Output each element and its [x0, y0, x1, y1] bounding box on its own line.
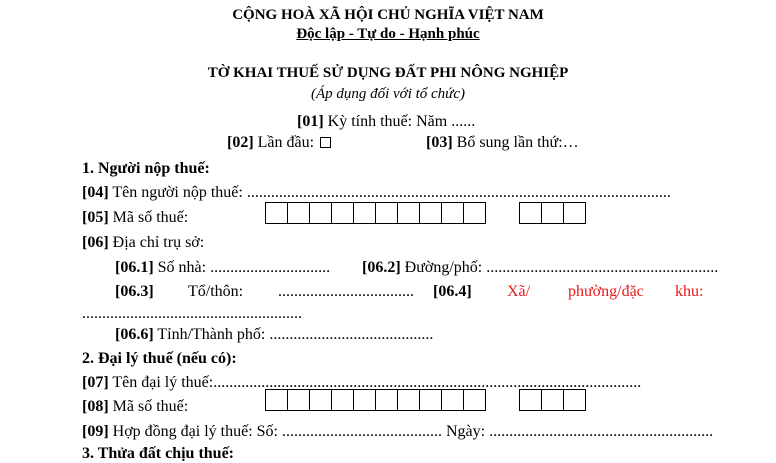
- field-06-3-label: Tổ/thôn:: [188, 283, 244, 300]
- field-06-3-input[interactable]: ..................................: [278, 283, 414, 300]
- tax-id-box[interactable]: [353, 389, 376, 411]
- field-04-code: [04]: [82, 184, 109, 201]
- field-07-label: Tên đại lý thuế:: [108, 374, 214, 391]
- field-01: [297, 112, 475, 131]
- agent-tax-id-boxes-main[interactable]: [265, 389, 485, 411]
- field-06: [82, 233, 204, 252]
- tax-id-box[interactable]: [463, 389, 486, 411]
- tax-id-box[interactable]: [441, 202, 464, 224]
- section3-heading: 3. Thửa đất chịu thuế:: [82, 445, 235, 462]
- tax-id-box[interactable]: [541, 389, 564, 411]
- field-06-1-code: [06.1]: [115, 259, 154, 276]
- field-05-code: [05]: [82, 209, 109, 226]
- tax-id-box[interactable]: [563, 202, 586, 224]
- motto: [0, 25, 776, 43]
- tax-id-box[interactable]: [287, 389, 310, 411]
- field-02-label: Lần đầu:: [253, 134, 315, 151]
- section2-heading: 2. Đại lý thuế (nếu có):: [82, 350, 237, 367]
- tax-id-box[interactable]: [265, 389, 288, 411]
- field-09-date-label: Ngày:: [442, 423, 490, 440]
- tax-id-box[interactable]: [331, 389, 354, 411]
- tax-id-box[interactable]: [519, 202, 542, 224]
- field-04: [82, 183, 671, 202]
- field-08: [82, 397, 188, 416]
- field-09-label: Hợp đồng đại lý thuế: Số:: [108, 423, 282, 440]
- field-06-2: [362, 258, 718, 277]
- motto-text: Độc lập - Tự do - Hạnh phúc: [296, 26, 480, 42]
- first-time-checkbox[interactable]: [320, 137, 331, 148]
- field-06-1: [115, 258, 330, 277]
- field-06-6-input[interactable]: .........................................: [269, 326, 434, 343]
- field-03: [426, 133, 579, 152]
- tax-id-box[interactable]: [309, 202, 332, 224]
- field-03-code: [03]: [426, 134, 453, 151]
- field-01-label: Kỳ tính thuế: Năm ......: [323, 113, 476, 130]
- field-06-2-input[interactable]: ..........................................................: [486, 259, 719, 276]
- field-06-code: [06]: [82, 234, 109, 251]
- country-title: CỘNG HOÀ XÃ HỘI CHỦ NGHĨA VIỆT NAM: [232, 7, 544, 23]
- field-05-label: Mã số thuế:: [108, 209, 189, 226]
- tax-id-box[interactable]: [397, 389, 420, 411]
- tax-id-box[interactable]: [375, 202, 398, 224]
- tax-id-boxes-main[interactable]: [265, 202, 485, 224]
- field-05: [82, 208, 188, 227]
- field-03-label: Bổ sung lần thứ:…: [452, 134, 579, 151]
- tax-id-boxes-branch[interactable]: [519, 202, 585, 224]
- tax-id-box[interactable]: [397, 202, 420, 224]
- tax-id-box[interactable]: [309, 389, 332, 411]
- field-02: [227, 133, 331, 152]
- field-06-6: [115, 325, 433, 344]
- agent-tax-id-boxes-branch[interactable]: [519, 389, 585, 411]
- tax-id-box[interactable]: [441, 389, 464, 411]
- field-06-4-word3: khu:: [675, 283, 704, 300]
- tax-id-box[interactable]: [563, 389, 586, 411]
- tax-id-box[interactable]: [375, 389, 398, 411]
- tax-id-box[interactable]: [331, 202, 354, 224]
- tax-id-box[interactable]: [419, 389, 442, 411]
- field-07-input[interactable]: ...........................................................................................................: [213, 374, 642, 391]
- tax-id-box[interactable]: [287, 202, 310, 224]
- field-09-date-input[interactable]: ........................................................: [489, 423, 714, 440]
- field-07-code: [07]: [82, 374, 109, 391]
- field-04-input[interactable]: ..........................................................................................................: [246, 184, 671, 201]
- form-subtitle: (Áp dụng đối với tổ chức): [310, 86, 466, 102]
- tax-id-box[interactable]: [353, 202, 376, 224]
- field-06-2-label: Đường/phố:: [400, 259, 487, 276]
- field-06-2-code: [06.2]: [362, 259, 401, 276]
- field-06-4-word2: phường/đặc: [568, 283, 644, 300]
- field-06-1-label: Số nhà:: [153, 259, 211, 276]
- field-09-number-input[interactable]: ........................................: [282, 423, 442, 440]
- tax-id-box[interactable]: [519, 389, 542, 411]
- tax-id-box[interactable]: [463, 202, 486, 224]
- field-06-6-label: Tỉnh/Thành phố:: [153, 326, 270, 343]
- tax-id-box[interactable]: [419, 202, 442, 224]
- field-06-4-input[interactable]: .......................................................: [82, 305, 302, 322]
- field-06-1-input[interactable]: ..............................: [210, 259, 331, 276]
- field-09: [82, 422, 713, 441]
- form-title: TỜ KHAI THUẾ SỬ DỤNG ĐẤT PHI NÔNG NGHIỆP: [207, 65, 569, 81]
- field-01-code: [01]: [297, 113, 324, 130]
- section1-heading: 1. Người nộp thuế:: [82, 160, 210, 177]
- field-02-code: [02]: [227, 134, 254, 151]
- field-06-6-code: [06.6]: [115, 326, 154, 343]
- field-06-label: Địa chỉ trụ sở:: [108, 234, 205, 251]
- tax-id-box[interactable]: [265, 202, 288, 224]
- field-08-code: [08]: [82, 398, 109, 415]
- field-06-4-code: [06.4]: [433, 283, 472, 300]
- tax-id-box[interactable]: [541, 202, 564, 224]
- field-09-code: [09]: [82, 423, 109, 440]
- field-08-label: Mã số thuế:: [108, 398, 189, 415]
- field-04-label: Tên người nộp thuế:: [108, 184, 247, 201]
- field-06-3-code: [06.3]: [115, 283, 154, 300]
- field-06-4-word1: Xã/: [507, 283, 531, 300]
